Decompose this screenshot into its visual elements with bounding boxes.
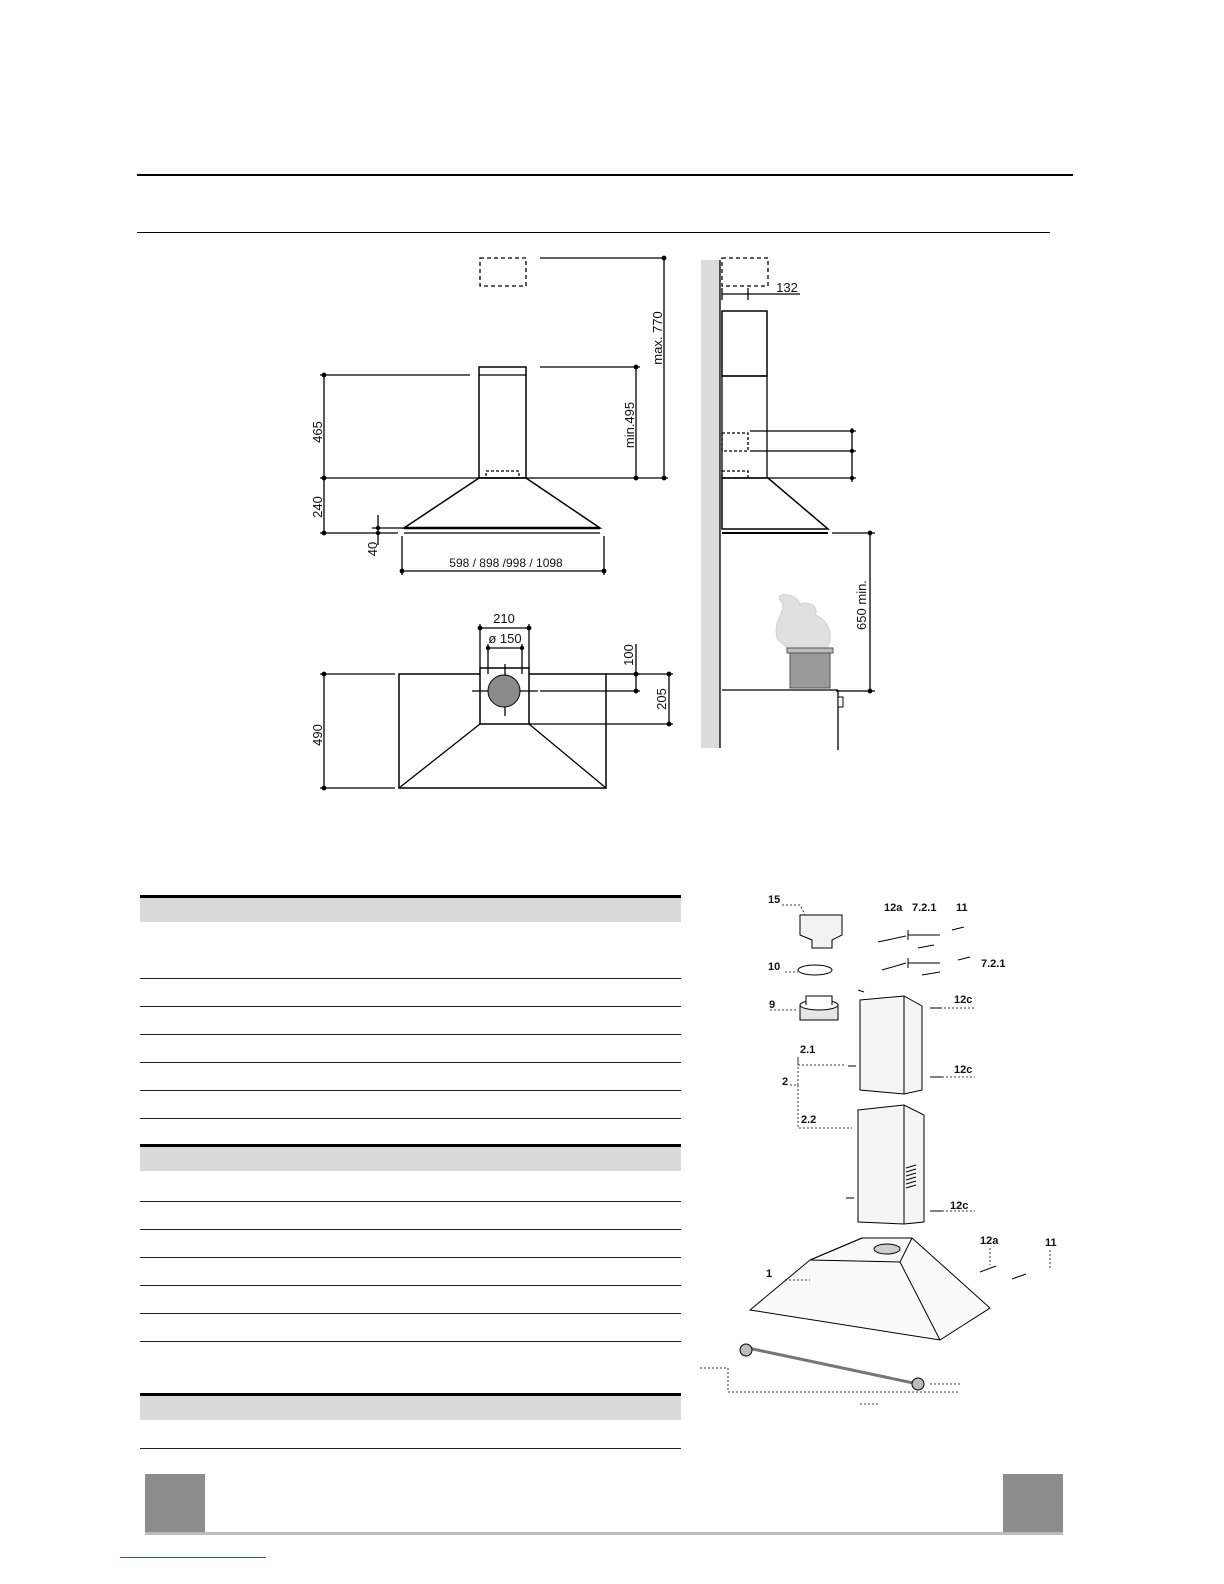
part-label: 12a (980, 1235, 999, 1247)
table-row (140, 1420, 681, 1449)
cooking-pot (790, 650, 830, 688)
dim-depth-label: 490 (310, 724, 325, 746)
part-label: 11 (1045, 1237, 1057, 1249)
table-row (140, 1314, 681, 1342)
footer-tab-left (145, 1474, 205, 1534)
dim-center-label: 205 (654, 688, 669, 710)
components-table-2 (140, 1144, 681, 1342)
table-row (140, 1202, 681, 1230)
header-rule-thin (137, 232, 1050, 233)
part-label: 12a (884, 902, 903, 914)
part-label: 12c (954, 1064, 973, 1076)
part-15-connector (800, 915, 842, 948)
part-1-hood-body (750, 1238, 990, 1340)
part-label: 11 (956, 902, 968, 914)
steam-illustration (776, 595, 830, 650)
dim-chimney-width-label: 210 (493, 611, 515, 626)
table-row (140, 1286, 681, 1314)
table-row (140, 979, 681, 1007)
front-view-drawing (300, 245, 700, 585)
table-header (140, 1393, 681, 1420)
chimney (479, 367, 526, 478)
top-view-drawing (300, 605, 700, 805)
footer-tab-right (1003, 1474, 1063, 1534)
exploded-view-drawing (690, 885, 1065, 1415)
table-row (140, 1035, 681, 1063)
part-label: 9 (769, 999, 776, 1011)
dim-outlet-diameter-label: ø 150 (488, 631, 522, 646)
table-row (140, 1007, 681, 1035)
dim-offset-label: 100 (621, 644, 636, 666)
components-table-3 (140, 1393, 681, 1449)
canopy (404, 478, 600, 528)
table-header (140, 1144, 681, 1171)
table-row (140, 922, 681, 979)
part-2-2-lower-chimney (858, 1105, 924, 1224)
wall (701, 260, 720, 748)
part-label: 2.1 (800, 1044, 816, 1056)
table-row (140, 1091, 681, 1119)
part-label: 12c (954, 994, 973, 1006)
components-table-1 (140, 895, 681, 1119)
towel-rail (748, 1348, 918, 1384)
part-label: 2.2 (801, 1114, 817, 1126)
duct-outline-dashed (480, 258, 526, 286)
dim-min-height-label: min.495 (622, 401, 637, 449)
dim-canopy-label: 240 (310, 496, 325, 518)
side-view-drawing (695, 250, 895, 755)
part-label: 1 (766, 1268, 773, 1280)
part-10-ring (798, 965, 832, 975)
footer-rule (145, 1532, 1063, 1535)
table-header (140, 895, 681, 922)
dim-edge-label: 40 (365, 541, 380, 557)
part-label: 15 (768, 894, 781, 906)
outlet-circle (488, 675, 520, 707)
dim-cooktop-clearance-label: 650 min. (854, 580, 869, 630)
part-label: 2 (782, 1076, 789, 1088)
table-row (140, 1171, 681, 1202)
dim-widths-label: 598 / 898 /998 / 1098 (449, 556, 563, 570)
dim-wall-offset-label: 132 (776, 280, 798, 295)
part-label: 7.2.1 (912, 902, 937, 914)
header-rule-thick (137, 174, 1073, 176)
footer-link-underline (120, 1557, 266, 1558)
dim-chimney-label: 465 (310, 421, 325, 443)
part-label: 7.2.1 (981, 958, 1006, 970)
part-label: 10 (768, 961, 781, 973)
dim-max-height-label: max. 770 (650, 311, 665, 365)
part-label: 12c (950, 1200, 969, 1212)
table-row (140, 1063, 681, 1091)
part-2-1-upper-chimney (860, 996, 922, 1094)
table-row (140, 1258, 681, 1286)
table-row (140, 1230, 681, 1258)
